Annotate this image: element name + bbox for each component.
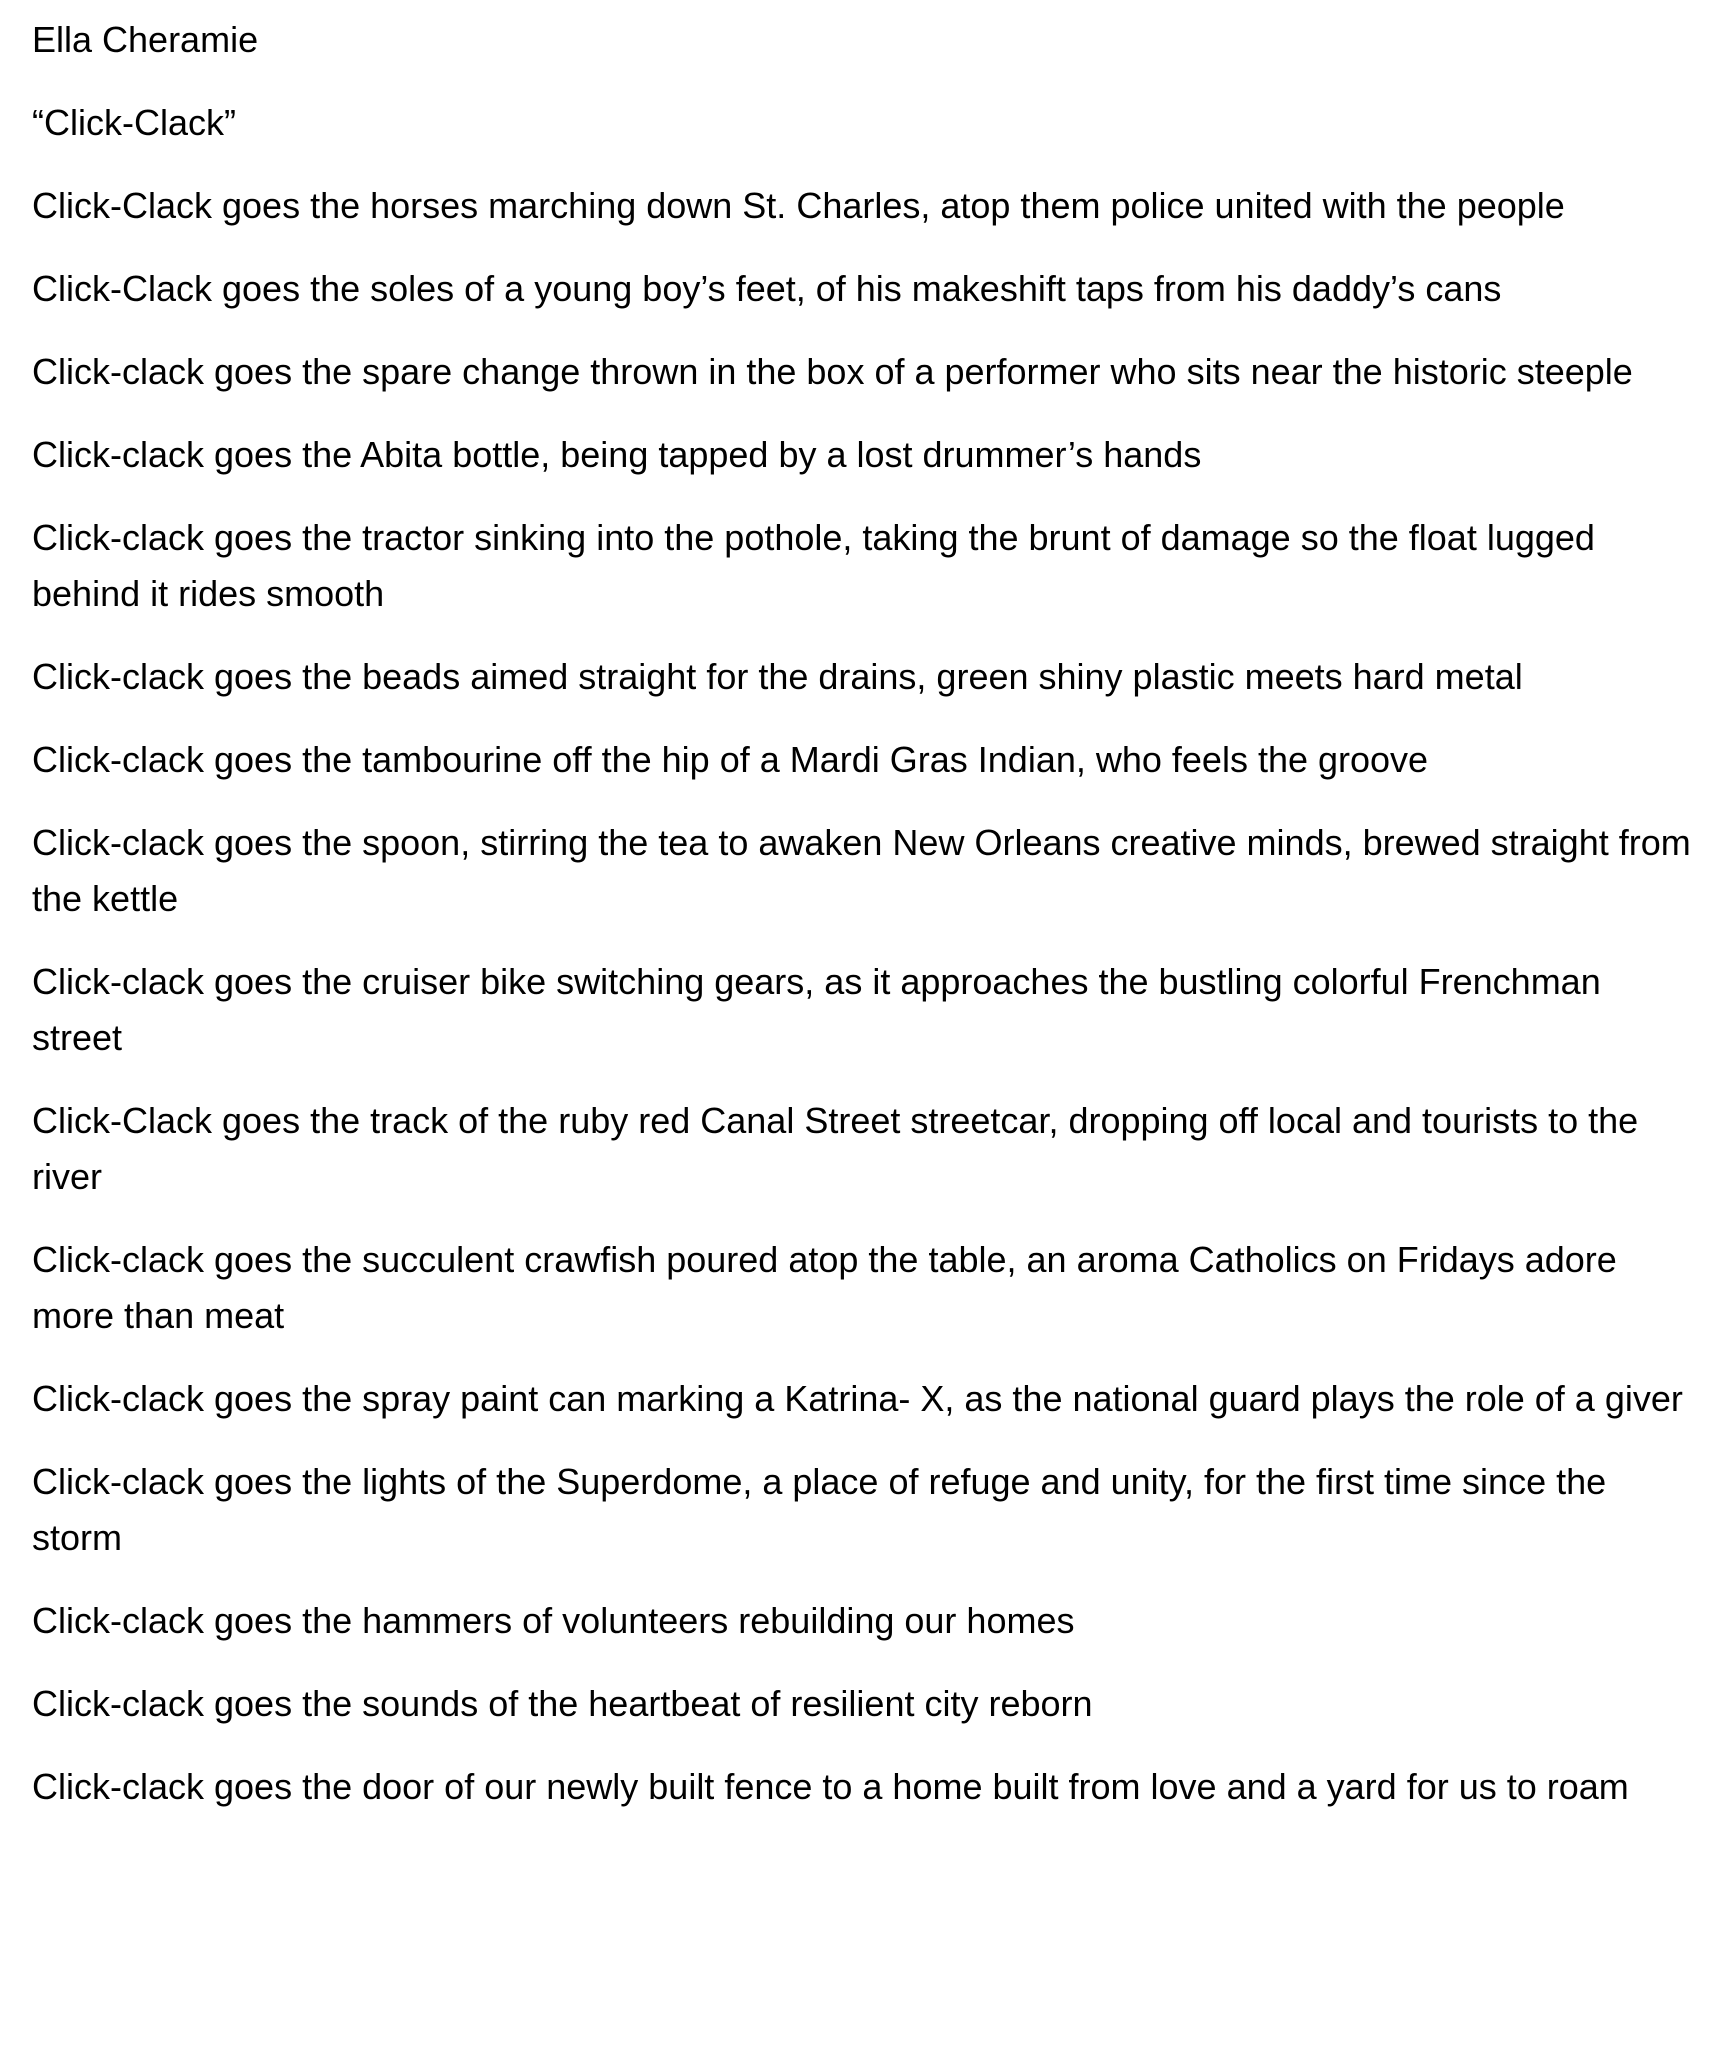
poem-line: Click-clack goes the succulent crawfish poured atop the table, an aroma Catholics on Fridays adore more than meat	[32, 1239, 1617, 1336]
poem-body	[32, 178, 1692, 1815]
author-name: Ella Cheramie	[32, 19, 259, 60]
poem-title: “Click-Clack”	[32, 102, 236, 143]
poem-line: Click-clack goes the spare change thrown in the box of a performer who sits near the historic steeple	[32, 351, 1633, 392]
poem-line: Click-Clack goes the soles of a young boy’s feet, of his makeshift taps from his daddy’s cans	[32, 268, 1502, 309]
document-page	[32, 12, 1692, 1842]
poem-line: Click-clack goes the spray paint can marking a Katrina- X, as the national guard plays the role of a giver	[32, 1378, 1683, 1419]
poem-line: Click-clack goes the spoon, stirring the tea to awaken New Orleans creative minds, brewed straight from the kettle	[32, 822, 1691, 919]
poem-line: Click-clack goes the sounds of the heartbeat of resilient city reborn	[32, 1683, 1093, 1724]
poem-line: Click-clack goes the lights of the Superdome, a place of refuge and unity, for the first time since the storm	[32, 1461, 1607, 1558]
poem-line: Click-clack goes the beads aimed straight for the drains, green shiny plastic meets hard metal	[32, 656, 1523, 697]
poem-line: Click-clack goes the door of our newly built fence to a home built from love and a yard for us to roam	[32, 1766, 1629, 1807]
poem-line: Click-clack goes the Abita bottle, being tapped by a lost drummer’s hands	[32, 434, 1202, 475]
poem-line: Click-Clack goes the track of the ruby red Canal Street streetcar, dropping off local and tourists to the river	[32, 1100, 1639, 1197]
poem-line: Click-clack goes the cruiser bike switching gears, as it approaches the bustling colorful Frenchman street	[32, 961, 1601, 1058]
poem-line: Click-clack goes the hammers of volunteers rebuilding our homes	[32, 1600, 1075, 1641]
poem-line: Click-clack goes the tambourine off the hip of a Mardi Gras Indian, who feels the groove	[32, 739, 1429, 780]
poem-line: Click-Clack goes the horses marching down St. Charles, atop them police united with the people	[32, 185, 1565, 226]
poem-line: Click-clack goes the tractor sinking into the pothole, taking the brunt of damage so the float lugged behind it rides smooth	[32, 517, 1595, 614]
